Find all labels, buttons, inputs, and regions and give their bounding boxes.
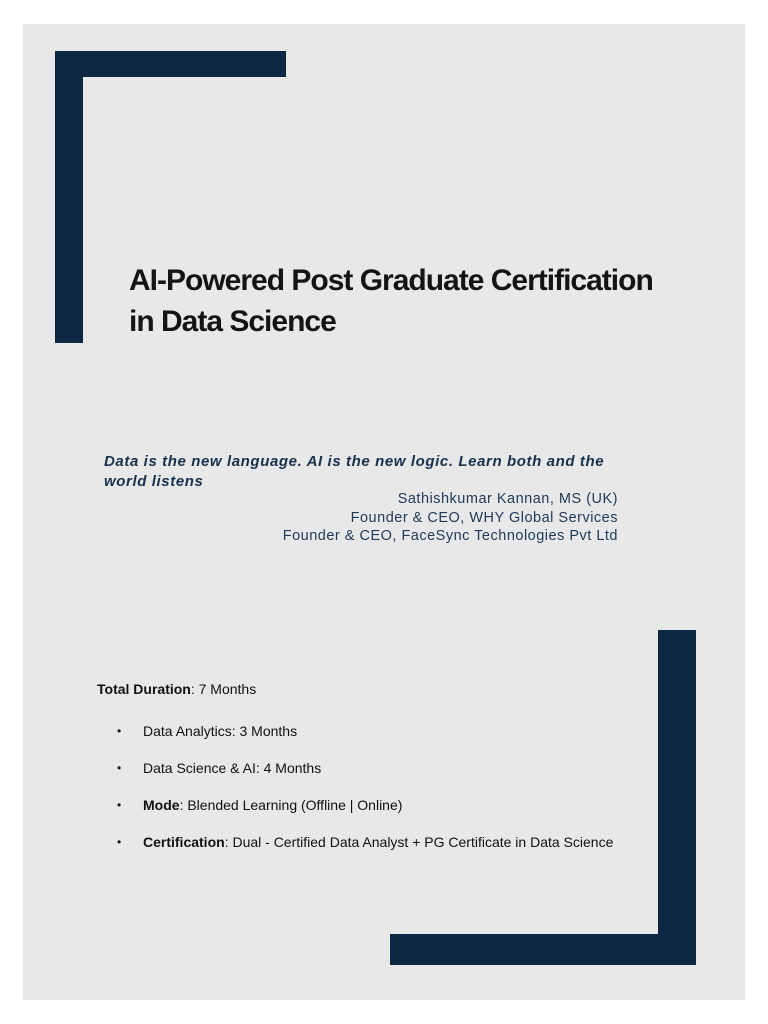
quote-attribution [118,490,618,546]
list-item [97,828,617,856]
duration-label: Total Duration [97,681,191,697]
document-page [23,24,745,1000]
item-text: : Blended Learning (Offline | Online) [179,797,403,813]
corner-bar-bottom-vertical [658,630,696,965]
quote-text: Data is the new language. AI is the new logic. Learn both and the world listens [104,453,605,490]
corner-bar-bottom-horizontal [390,934,696,965]
author-role-2: Founder & CEO, FaceSync Technologies Pvt Ltd [282,528,618,544]
bullet-icon: • [117,761,122,775]
author-role-1: Founder & CEO, WHY Global Services [350,509,618,526]
details-list [97,717,617,856]
bullet-icon: • [117,835,122,849]
item-label: Certification [143,834,225,850]
list-item [97,791,617,819]
item-text: Data Science & AI: 4 Months [143,760,322,776]
program-details [97,679,617,865]
item-text: : Dual - Certified Data Analyst + PG Certificate in Data Science [224,834,614,850]
bullet-icon: • [117,798,122,812]
author-name: Sathishkumar Kannan, MS (UK) [397,491,618,507]
bullet-icon: • [117,724,122,738]
total-duration [97,679,617,699]
list-item [97,717,617,745]
corner-bar-top-horizontal [55,51,286,77]
list-item [97,754,617,782]
title-line-2: in Data Science [129,305,336,338]
item-text: Data Analytics: 3 Months [143,723,298,739]
duration-value: : 7 Months [190,681,257,697]
title-line-1: AI-Powered Post Graduate Certification [129,264,653,297]
corner-bar-top-vertical [55,51,83,343]
item-label: Mode [143,797,180,813]
document-title [129,260,729,342]
